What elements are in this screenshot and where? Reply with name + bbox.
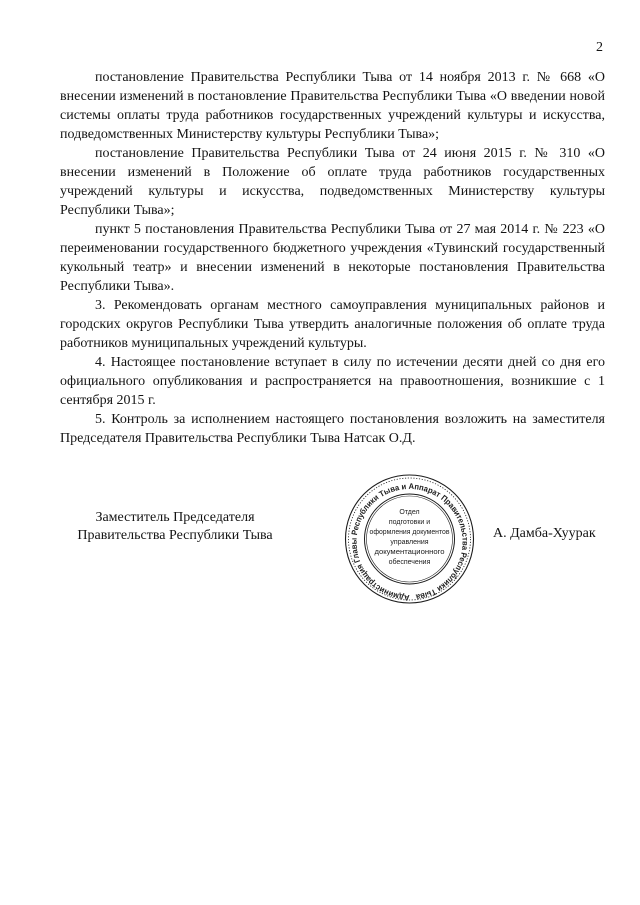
stamp-line-2: подготовки и — [388, 519, 431, 526]
stamp-line-4: управления — [390, 539, 429, 546]
stamp-line-5: документационного — [374, 549, 445, 556]
official-stamp — [337, 473, 482, 608]
signatory-position-line-1: Заместитель Председателя — [95, 510, 255, 525]
document-body — [60, 68, 605, 448]
paragraph-item-5: 5. Контроль за исполнением настоящего постановления возложить на заместителя Председателя Правительства Республики Тыва Натсак О.Д. — [60, 412, 605, 446]
stamp-ring-text: Администрация Главы Республики Тыва и Аппарат Правительства Республики Тыва — [349, 481, 470, 603]
paragraph-item-3: 3. Рекомендовать органам местного самоуправления муниципальных районов и городских округов Республики Тыва утвердить аналогичные положения об оплате труда работников муниципальных учреждений культуры. — [60, 298, 605, 351]
stamp-line-3: оформления документов — [369, 529, 450, 536]
paragraph-decree-668: постановление Правительства Республики Тыва от 14 ноября 2013 г. № 668 «О внесении изменений в постановление Правительства Республики Тыва «О введении новой системы оплаты труда работников государственных учреждений культуры и искусства, подведомственных Министерству культуры Республики Тыва»; — [60, 70, 605, 142]
paragraph-item-4: 4. Настоящее постановление вступает в силу по истечении десяти дней со дня его официального опубликования и распространяется на правоотношения, возникшие с 1 сентября 2015 г. — [60, 355, 605, 408]
stamp-line-1: Отдел — [399, 509, 420, 516]
paragraph-decree-310: постановление Правительства Республики Тыва от 24 июня 2015 г. № 310 «О внесении изменений в Положение об оплате труда работников государственных учреждений культуры и искусства, подведомственных Министерству культуры Республики Тыва»; — [60, 146, 605, 218]
signatory-position — [60, 509, 290, 545]
signatory-name: А. Дамба-Хуурак — [493, 526, 596, 541]
page-number: 2 — [596, 40, 603, 55]
paragraph-decree-223: пункт 5 постановления Правительства Республики Тыва от 27 мая 2014 г. № 223 «О переименовании государственного бюджетного учреждения «Тувинский государственный кукольный театр» и внесении изменений в некоторые постановления Правительства Республики Тыва». — [60, 222, 605, 294]
stamp-line-6: обеспечения — [388, 559, 431, 566]
signatory-position-line-2: Правительства Республики Тыва — [77, 528, 273, 543]
